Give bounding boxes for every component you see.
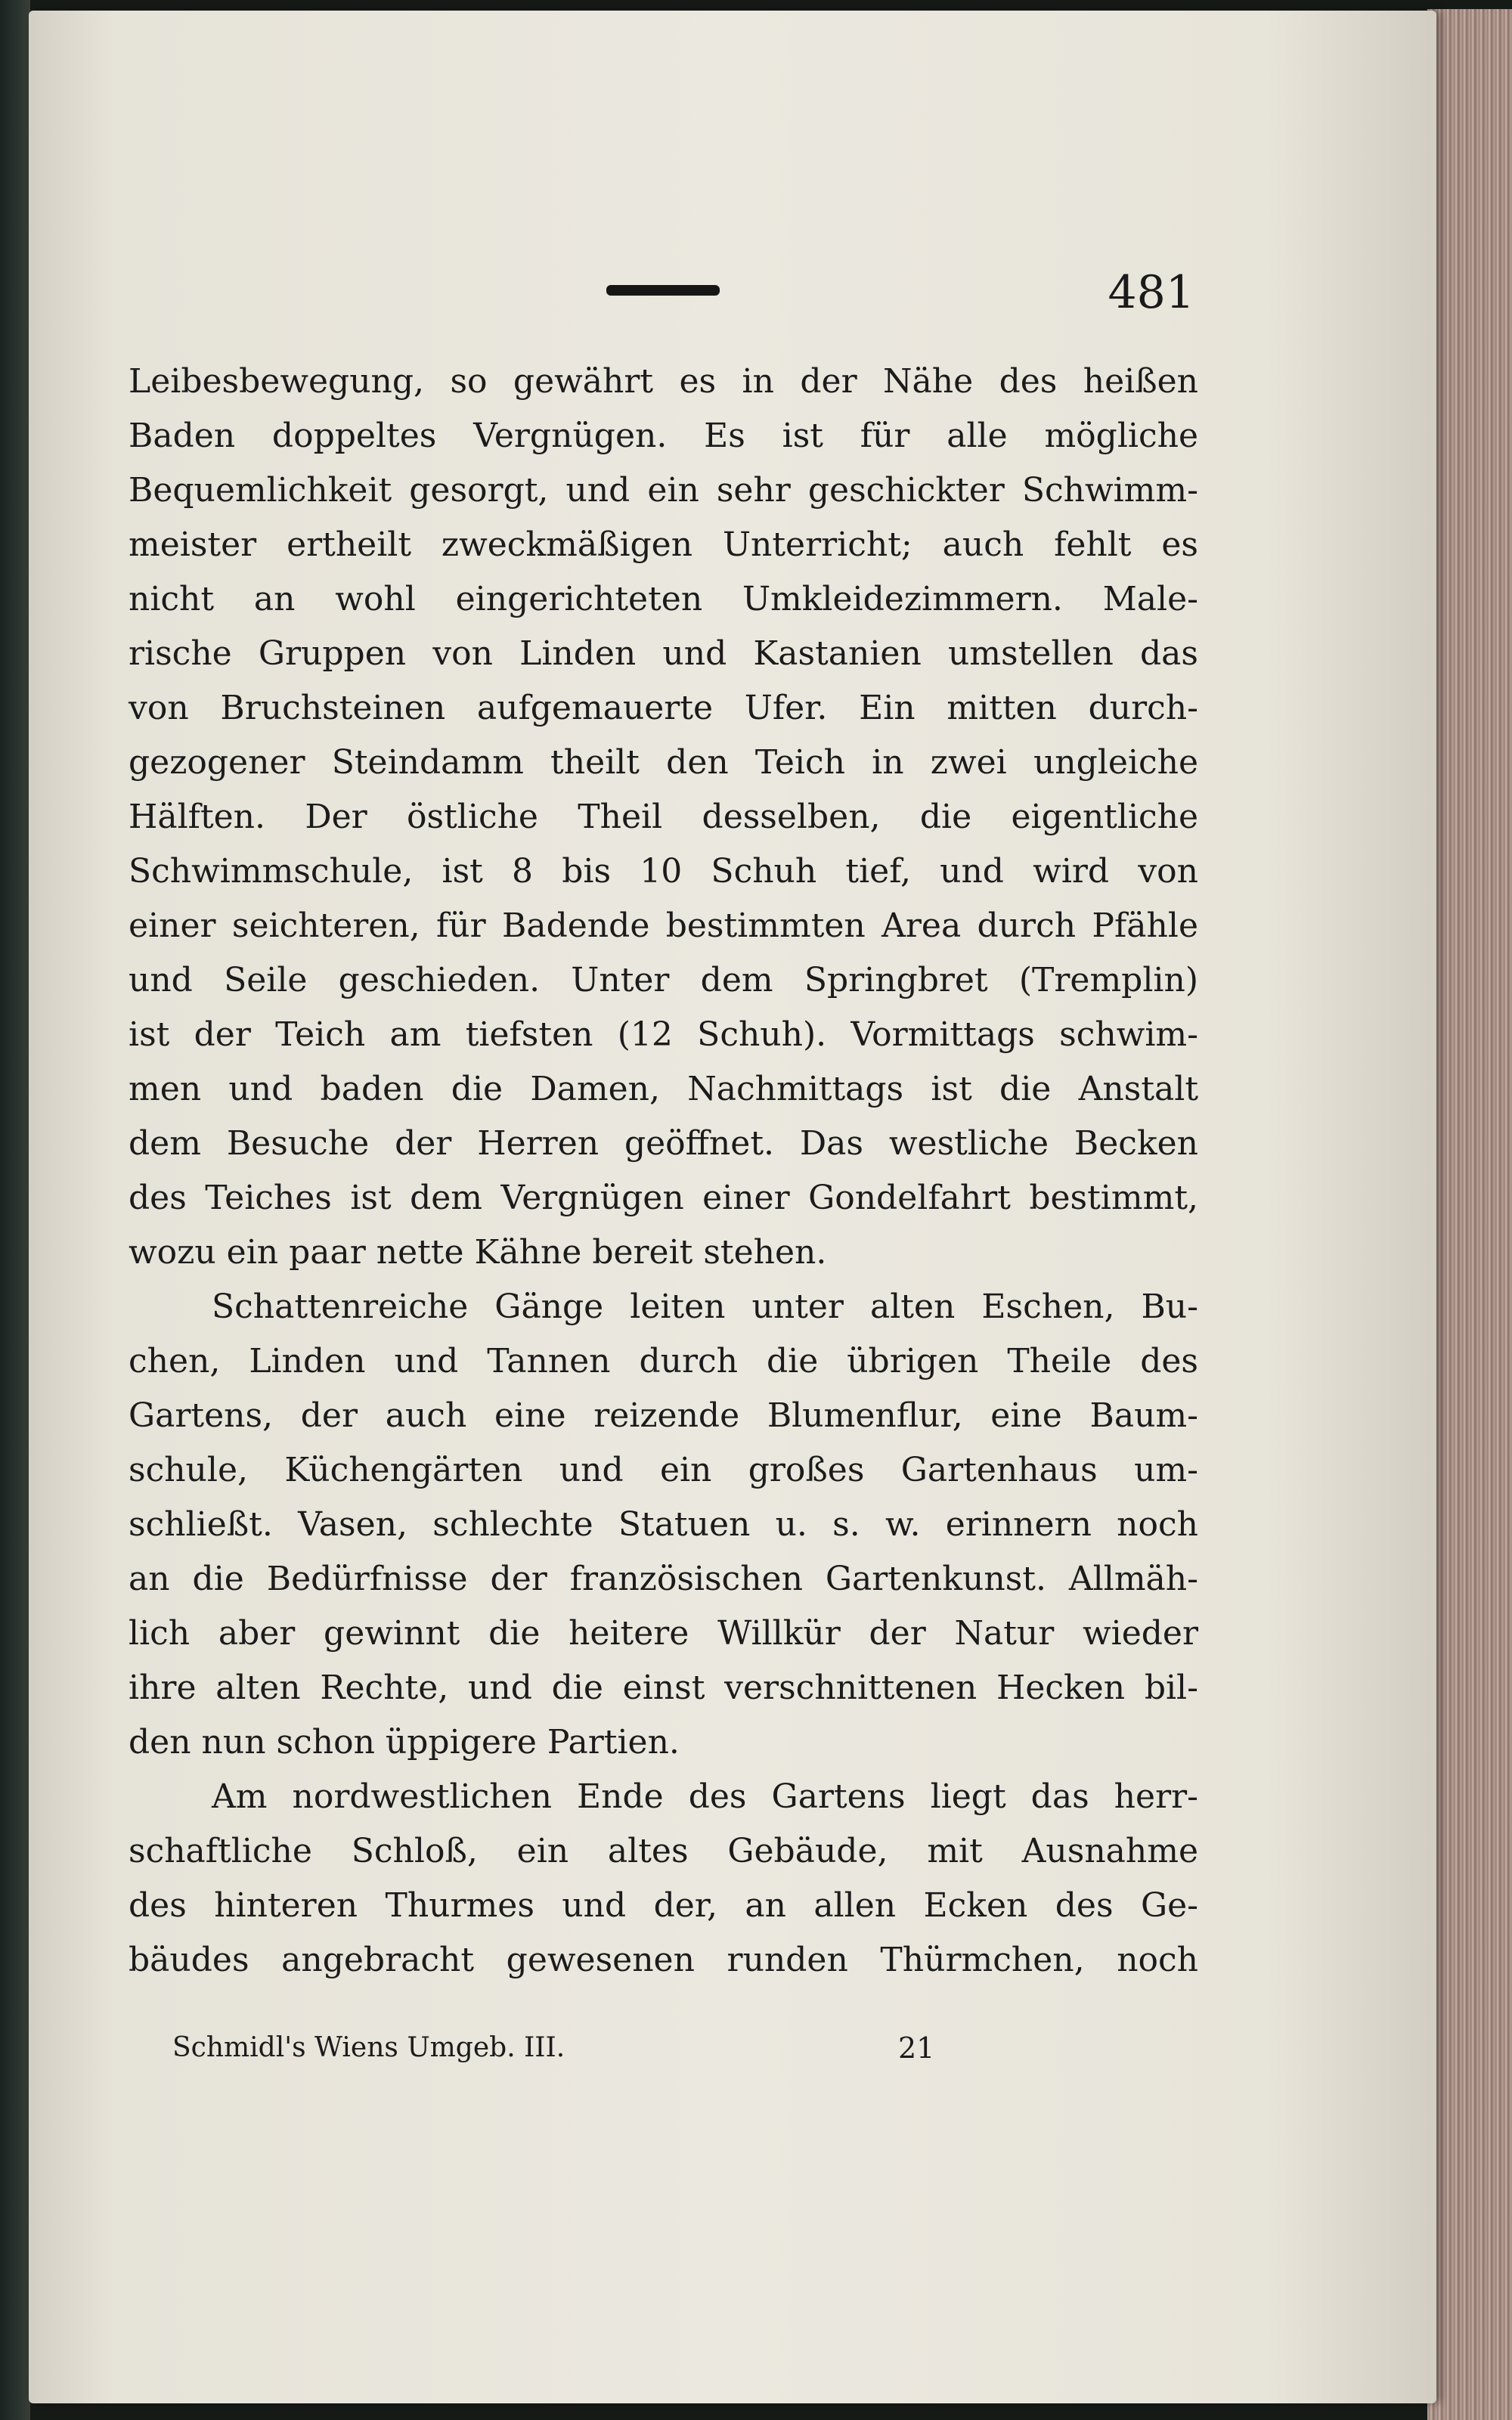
text-line: Hälften. Der östliche Theil desselben, die eigentliche: [129, 798, 1198, 836]
text-line: wozu ein paar nette Kähne bereit stehen.: [129, 1233, 827, 1272]
text-line: Schattenreiche Gänge leiten unter alten Eschen, Bu-: [212, 1287, 1198, 1326]
text-line: Bequemlichkeit gesorgt, und ein sehr geschickter Schwimm-: [129, 471, 1198, 510]
paragraph-1: [129, 355, 1198, 1280]
page-footer: [172, 2025, 1080, 2071]
text-line: schließt. Vasen, schlechte Statuen u. s. w. erinnern noch: [129, 1505, 1198, 1544]
text-line: und Seile geschieden. Unter dem Springbret (Tremplin): [129, 961, 1198, 999]
book-cover-edge: [0, 0, 30, 2420]
page-number: 481: [1108, 266, 1194, 319]
text-line: bäudes angebracht gewesenen runden Thürmchen, noch: [129, 1941, 1198, 1979]
text-line: Baden doppeltes Vergnügen. Es ist für alle mögliche: [129, 417, 1198, 455]
book-page: [29, 11, 1436, 2403]
text-line: meister ertheilt zweckmäßigen Unterricht; auch fehlt es: [129, 525, 1198, 564]
text-line: chen, Linden und Tannen durch die übrigen Theile des: [129, 1342, 1198, 1380]
text-line: men und baden die Damen, Nachmittags ist die Anstalt: [129, 1070, 1198, 1108]
text-line: Gartens, der auch eine reizende Blumenflur, eine Baum-: [129, 1396, 1198, 1435]
text-line: Schwimmschule, ist 8 bis 10 Schuh tief, und wird von: [129, 852, 1198, 891]
text-line: des Teiches ist dem Vergnügen einer Gondelfahrt bestimmt,: [129, 1179, 1198, 1217]
text-line: Am nordwestlichen Ende des Gartens liegt das herr-: [212, 1777, 1198, 1816]
page-block-edges: [1427, 9, 1512, 2420]
text-line: Leibesbewegung, so gewährt es in der Nähe des heißen: [129, 362, 1198, 401]
text-line: schule, Küchengärten und ein großes Gartenhaus um-: [129, 1451, 1198, 1489]
text-line: lich aber gewinnt die heitere Willkür der Natur wieder: [129, 1614, 1198, 1653]
sheet-mark: 21: [898, 2031, 935, 2065]
text-line: ihre alten Rechte, und die einst verschnittenen Hecken bil-: [129, 1669, 1198, 1707]
text-line: rische Gruppen von Linden und Kastanien umstellen das: [129, 634, 1198, 673]
text-line: von Bruchsteinen aufgemauerte Ufer. Ein mitten durch-: [129, 689, 1198, 727]
text-line: dem Besuche der Herren geöffnet. Das westliche Becken: [129, 1124, 1198, 1163]
paragraph-3: [129, 1770, 1198, 1988]
text-line: des hinteren Thurmes und der, an allen Ecken des Ge-: [129, 1886, 1198, 1925]
text-line: den nun schon üppigere Partien.: [129, 1723, 680, 1762]
body-text: [129, 355, 1198, 1988]
header-rule: [606, 285, 720, 296]
text-line: an die Bedürfnisse der französischen Gartenkunst. Allmäh-: [129, 1560, 1198, 1598]
text-line: einer seichteren, für Badende bestimmten Area durch Pfähle: [129, 906, 1198, 945]
paragraph-2: [129, 1280, 1198, 1770]
text-line: nicht an wohl eingerichteten Umkleidezimmern. Male-: [129, 580, 1198, 618]
footer-signature: Schmidl's Wiens Umgeb. III.: [172, 2032, 565, 2063]
text-line: gezogener Steindamm theilt den Teich in zwei ungleiche: [129, 743, 1198, 782]
text-line: schaftliche Schloß, ein altes Gebäude, mit Ausnahme: [129, 1832, 1198, 1870]
text-line: ist der Teich am tiefsten (12 Schuh). Vormittags schwim-: [129, 1015, 1198, 1054]
